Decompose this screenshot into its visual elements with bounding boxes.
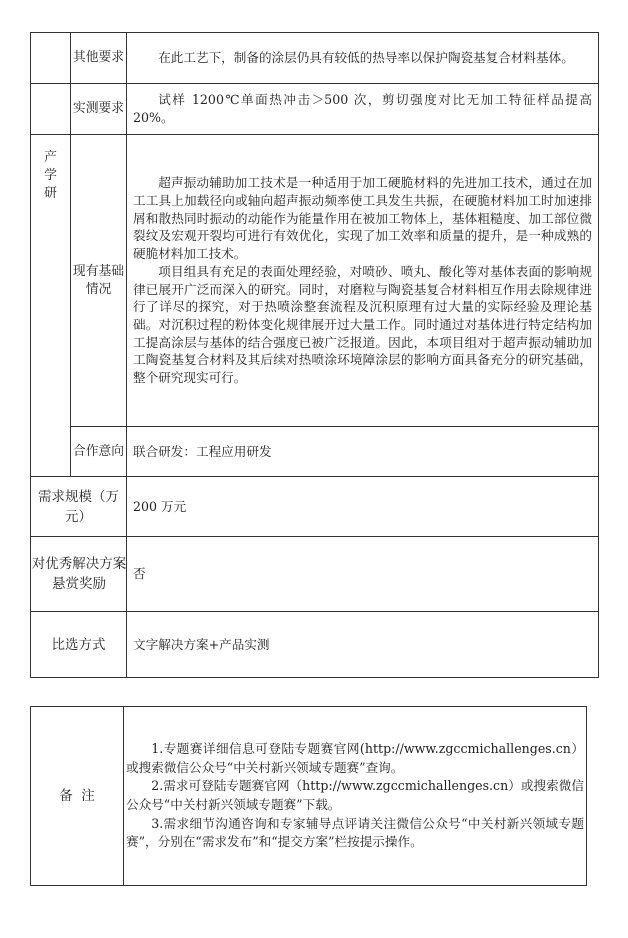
row-scale bbox=[31, 477, 599, 537]
basis-paragraph-2: 项目组具有充足的表面处理经验，对喷砂、喷丸、酸化等对基体表面的影响规律已展开广泛而深入的研究。同时，对磨粒与陶瓷基复合材料相互作用去除规律进行了详尽的探究，对于热喷涂整套流程及沉积原理有过大量的实际经验及理论基础。对沉积过程的粉体变化规律展开过大量工作。同时通过对基体进行特定结构加工提高涂层与基体的结合强度已被广泛报道。因此，本项目组对于超声振动辅助加工陶瓷基复合材料及其后续对热喷涂环境障涂层的影响方面具备充分的研究基础，整个研究现实可行。 bbox=[133, 263, 592, 386]
existing-basis-text bbox=[127, 135, 599, 427]
cooperation-label: 合作意向 bbox=[71, 427, 127, 477]
test-requirements-label: 实测要求 bbox=[71, 84, 127, 135]
scale-label: 需求规模（万元） bbox=[31, 477, 127, 537]
selection-label: 比选方式 bbox=[31, 612, 127, 678]
note-2: 2.需求可登陆专题赛官网（http://www.zgccmichallenges.cn）或搜索微信公众号“中关村新兴领域专题赛”下载。 bbox=[126, 778, 584, 812]
basis-paragraph-1: 超声振动辅助加工技术是一种适用于加工硬脆材料的先进加工技术，通过在加工工具上加载径向或轴向超声振动频率使工具发生共振，在硬脆材料加工时加速排屑和散热同时振动的动能作为能量作用在被加工物体上，基体粗糙度、加工部位微裂纹及宏观开裂均可进行有效优化，实现了加工效率和质量的提升，是一种成熟的硬脆材料加工技术。 bbox=[133, 175, 592, 262]
row-other-requirements bbox=[31, 33, 599, 84]
blank-category-cell bbox=[31, 33, 71, 84]
row-existing-basis bbox=[31, 135, 599, 427]
existing-basis-label: 现有基础情况 bbox=[71, 135, 127, 427]
note-3: 3.需求细节沟通咨询和专家辅导点评请关注微信公众号“中关村新兴领域专题赛”，分别在“需求发布”和“提交方案”栏按提示操作。 bbox=[126, 815, 584, 850]
cooperation-text: 联合研发：工程应用研发 bbox=[127, 427, 599, 477]
scale-text: 200 万元 bbox=[127, 477, 599, 537]
row-cooperation bbox=[31, 427, 599, 477]
note-1: 1.专题赛详细信息可登陆专题赛官网(http://www.zgccmichallenges.cn）或搜索微信公众号“中关村新兴领域专题赛”查询。 bbox=[126, 741, 584, 775]
reward-text: 否 bbox=[127, 537, 599, 612]
blank-category-cell bbox=[31, 84, 71, 135]
row-selection bbox=[31, 612, 599, 678]
other-requirements-text: 在此工艺下，制备的涂层仍具有较低的热导率以保护陶瓷基复合材料基体。 bbox=[127, 33, 599, 84]
notes-content bbox=[124, 707, 587, 886]
selection-text: 文字解决方案+产品实测 bbox=[127, 612, 599, 678]
row-test-requirements bbox=[31, 84, 599, 135]
other-requirements-label: 其他要求 bbox=[71, 33, 127, 84]
requirements-table bbox=[30, 32, 599, 678]
reward-label: 对优秀解决方案悬赏奖励 bbox=[31, 537, 127, 612]
industry-university-research-label: 产学研 bbox=[31, 135, 71, 477]
notes-label: 备 注 bbox=[31, 707, 124, 886]
row-reward bbox=[31, 537, 599, 612]
notes-table bbox=[30, 706, 587, 886]
test-requirements-text: 试样 1200℃单面热冲击＞500 次，剪切强度对比无加工特征样品提高 20%。 bbox=[127, 84, 599, 135]
